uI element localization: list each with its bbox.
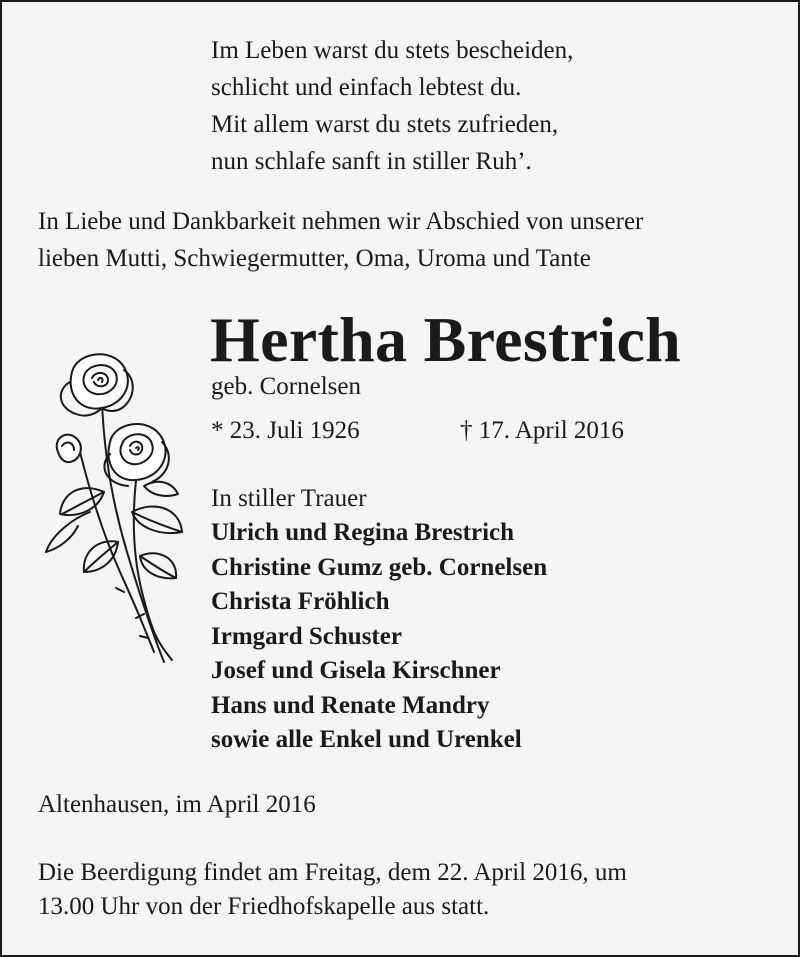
funeral-line: Die Beerdigung findet am Freitag, dem 22. April 2016, um	[38, 859, 627, 886]
deceased-name: Hertha Brestrich	[210, 304, 682, 375]
place-date: Altenhausen, im April 2016	[38, 791, 316, 818]
farewell-intro	[38, 203, 643, 277]
funeral-line: 13.00 Uhr von der Friedhofskapelle aus statt.	[38, 893, 490, 920]
mourner-entry: sowie alle Enkel und Urenkel	[211, 726, 522, 753]
poem-line: schlicht und einfach lebtest du.	[211, 74, 522, 101]
mourning-label: In stiller Trauer	[211, 485, 367, 512]
mourner-entry: Ulrich und Regina Brestrich	[211, 519, 515, 546]
memorial-poem	[211, 32, 573, 180]
poem-line: Mit allem warst du stets zufrieden,	[211, 111, 559, 138]
mourner-entry: Hans und Renate Mandry	[211, 691, 490, 719]
funeral-notice	[38, 856, 627, 924]
intro-line: lieben Mutti, Schwiegermutter, Oma, Uroma und Tante	[38, 245, 591, 272]
intro-line: In Liebe und Dankbarkeit nehmen wir Abschied von unserer	[38, 208, 644, 235]
poem-line: nun schlafe sanft in stiller Ruh’.	[211, 148, 532, 175]
mourners-list	[211, 516, 547, 758]
death-date: † 17. April 2016	[460, 417, 624, 444]
birth-date: * 23. Juli 1926	[211, 417, 360, 444]
mourner-entry: Christine Gumz geb. Cornelsen	[211, 553, 548, 581]
roses-icon	[32, 342, 192, 672]
mourner-entry: Josef und Gisela Kirschner	[211, 657, 501, 684]
mourner-entry: Christa Fröhlich	[211, 588, 390, 615]
mourner-entry: Irmgard Schuster	[211, 622, 402, 650]
maiden-name: geb. Cornelsen	[211, 373, 361, 400]
poem-line: Im Leben warst du stets bescheiden,	[211, 37, 574, 64]
